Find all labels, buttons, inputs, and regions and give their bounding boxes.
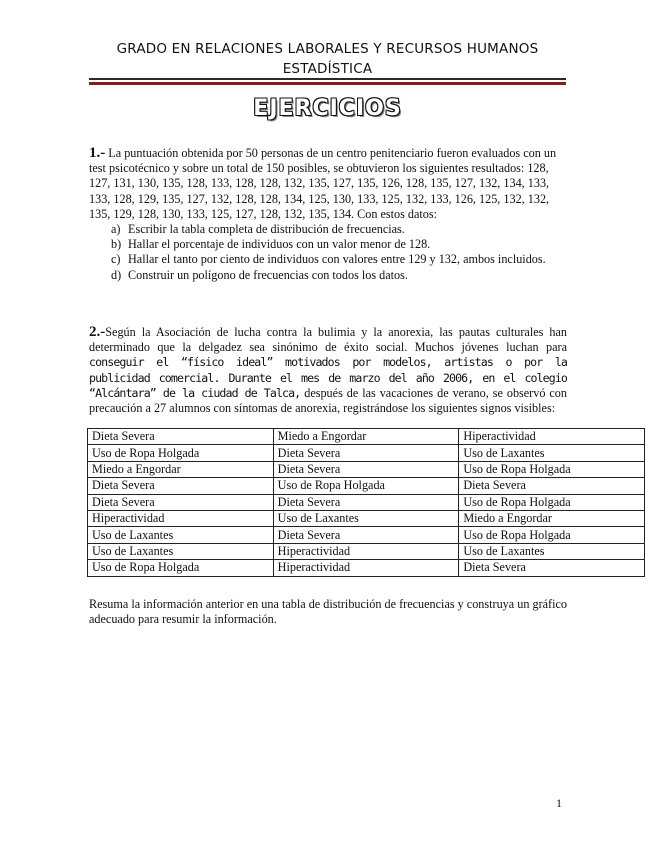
exercise-1-task-list [89, 222, 567, 283]
list-marker: d) [111, 267, 122, 282]
table-row [88, 494, 645, 510]
table-row [88, 510, 645, 526]
header-divider-red [89, 82, 566, 85]
list-item [89, 222, 567, 237]
exercise-2-closing: Resuma la información anterior en una tabla de distribución de frecuencias y construya un gráfico adecuado para resumir la información. [89, 597, 567, 627]
table-row [88, 461, 645, 477]
table-cell: Uso de Ropa Holgada [273, 478, 459, 494]
exercise-2-text-part1: Según la Asociación de lucha contra la bulimia y la anorexia, las pautas culturales han determinado que la delgadez sea sinónimo de éxito social. Muchos jóvenes luchan para [89, 325, 567, 355]
table-cell: Miedo a Engordar [88, 461, 274, 477]
table-cell: Hiperactividad [273, 560, 459, 576]
list-item [89, 237, 567, 252]
list-item-text: Hallar el tanto por ciento de individuos con valores entre 129 y 132, ambos incluidos. [128, 252, 546, 267]
table-cell: Hiperactividad [88, 510, 274, 526]
table-cell: Uso de Laxantes [88, 543, 274, 559]
table-row [88, 478, 645, 494]
list-item [89, 252, 567, 267]
header-divider-dark [89, 78, 566, 80]
exercise-2-text-part2: conseguir el “físico ideal” motivados por modelos, artistas o por la publicidad comercial. Durante el mes de marzo del año 2006, en el colegio “Alcántara” de la ciudad de Talca, [89, 355, 567, 400]
header-subject-title: ESTADÍSTICA [282, 61, 373, 77]
table-cell: Miedo a Engordar [459, 510, 645, 526]
table-cell: Uso de Laxantes [459, 543, 645, 559]
list-item-text: Construir un polígono de frecuencias con todos los datos. [128, 267, 408, 282]
table-cell: Hiperactividad [459, 429, 645, 445]
list-marker: a) [111, 222, 121, 236]
list-marker: c) [111, 252, 121, 267]
table-cell: Hiperactividad [273, 543, 459, 559]
table-cell: Miedo a Engordar [273, 429, 459, 445]
table-cell: Uso de Ropa Holgada [459, 461, 645, 477]
exercise-2-text-part3: después de las vacaciones de verano, se observó con precaución a 27 alumnos con síntomas de anorexia, registrándose los siguientes signos visibles: [89, 385, 567, 416]
exercise-1-number: 1.- [89, 145, 106, 161]
list-item-text: Hallar el porcentaje de individuos con un valor menor de 128. [128, 237, 431, 252]
table-cell: Uso de Laxantes [459, 445, 645, 461]
anorexia-signs-table [87, 428, 645, 577]
table-cell: Dieta Severa [88, 494, 274, 510]
table-row [88, 527, 645, 543]
table-row [88, 445, 645, 461]
table-cell: Uso de Laxantes [273, 510, 459, 526]
table-cell: Dieta Severa [273, 461, 459, 477]
exercise-2-number: 2.- [89, 324, 106, 340]
table-cell: Uso de Ropa Holgada [459, 494, 645, 510]
table-cell: Dieta Severa [88, 429, 274, 445]
table-cell: Uso de Ropa Holgada [88, 560, 274, 576]
list-marker: b) [111, 237, 122, 252]
exercise-1-statement [89, 146, 567, 222]
table-cell: Dieta Severa [273, 494, 459, 510]
page-number: 1 [556, 796, 562, 810]
exercise-1-text: La puntuación obtenida por 50 personas de un centro penitenciario fueron evaluados con un test psicotécnico y sobre un total de 150 posibles, se obtuvieron los siguientes resultados: 128, 127, 131, 130, 135, 128, 133, 128, 128, 132, 135, 127, 135, 126, 128, 135, 127, 132, 134, 133, 133, 128, 129, 135, 127, 132, 128, 128, 134, 125, 130, 133, 125, 132, 133, 126, 125, 132, 132, 135, 129, 128, 130, 133, 125, 127, 128, 132, 135, 134. Con estos datos: [89, 146, 557, 221]
section-title: EJERCICIOS [253, 96, 402, 121]
table-row [88, 560, 645, 576]
table-row [88, 429, 645, 445]
table-cell: Uso de Ropa Holgada [459, 527, 645, 543]
table-cell: Dieta Severa [88, 478, 274, 494]
exercise-2-statement [89, 325, 567, 416]
header-degree-title: GRADO EN RELACIONES LABORALES Y RECURSOS HUMANOS [116, 41, 539, 57]
list-item [89, 268, 567, 283]
table-cell: Dieta Severa [459, 478, 645, 494]
table-cell: Uso de Ropa Holgada [88, 445, 274, 461]
list-item-text: Escribir la tabla completa de distribución de frecuencias. [128, 222, 405, 236]
table-cell: Dieta Severa [459, 560, 645, 576]
table-row [88, 543, 645, 559]
table-cell: Dieta Severa [273, 527, 459, 543]
table-cell: Uso de Laxantes [88, 527, 274, 543]
table-cell: Dieta Severa [273, 445, 459, 461]
